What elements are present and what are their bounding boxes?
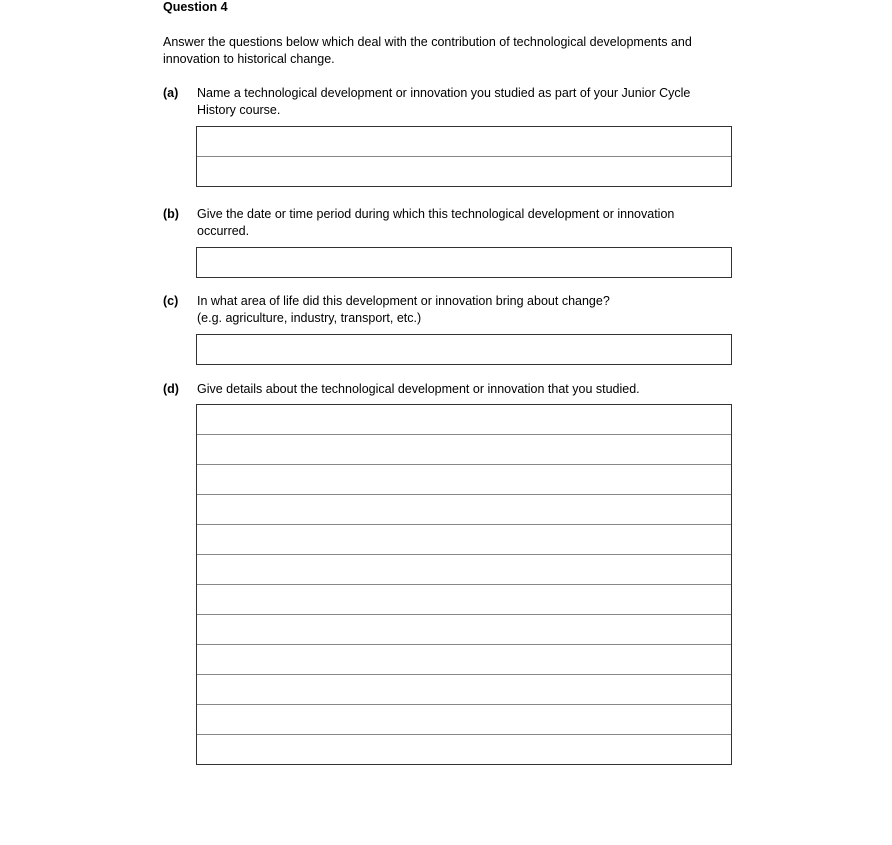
question-heading: Question 4 [163,0,228,14]
part-b-prompt-line2: occurred. [197,224,250,238]
answer-line[interactable] [197,735,731,764]
answer-line[interactable] [197,495,731,525]
answer-line[interactable] [197,127,731,157]
part-c-label: (c) [163,294,179,308]
part-a-prompt [197,85,737,119]
part-d-label: (d) [163,382,179,396]
part-b-prompt-line1: Give the date or time period during which this technological development or innovation [197,207,675,221]
answer-line[interactable] [197,615,731,645]
answer-line[interactable] [197,465,731,495]
answer-line[interactable] [197,335,731,364]
part-d-answer-box[interactable] [196,404,732,765]
answer-line[interactable] [197,585,731,615]
answer-line[interactable] [197,248,731,277]
part-c-answer-box[interactable] [196,334,732,365]
part-a-label: (a) [163,86,179,100]
part-b-answer-box[interactable] [196,247,732,278]
part-b-prompt [197,206,737,240]
part-a-prompt-line1: Name a technological development or innovation you studied as part of your Junior Cycle [197,86,691,100]
question-intro: Answer the questions below which deal with the contribution of technological developments and innovation to historical change. [163,35,692,66]
part-a-prompt-line2: History course. [197,103,281,117]
answer-line[interactable] [197,555,731,585]
answer-line[interactable] [197,157,731,186]
part-d-prompt: Give details about the technological development or innovation that you studied. [197,382,640,396]
part-c-prompt [197,293,737,327]
part-c-prompt-line1: In what area of life did this development or innovation bring about change? [197,294,610,308]
part-c-prompt-line2: (e.g. agriculture, industry, transport, etc.) [197,311,422,325]
answer-line[interactable] [197,405,731,435]
answer-line[interactable] [197,645,731,675]
part-b-label: (b) [163,207,179,221]
answer-line[interactable] [197,435,731,465]
answer-line[interactable] [197,525,731,555]
answer-line[interactable] [197,675,731,705]
answer-line[interactable] [197,705,731,735]
part-a-answer-box[interactable] [196,126,732,187]
